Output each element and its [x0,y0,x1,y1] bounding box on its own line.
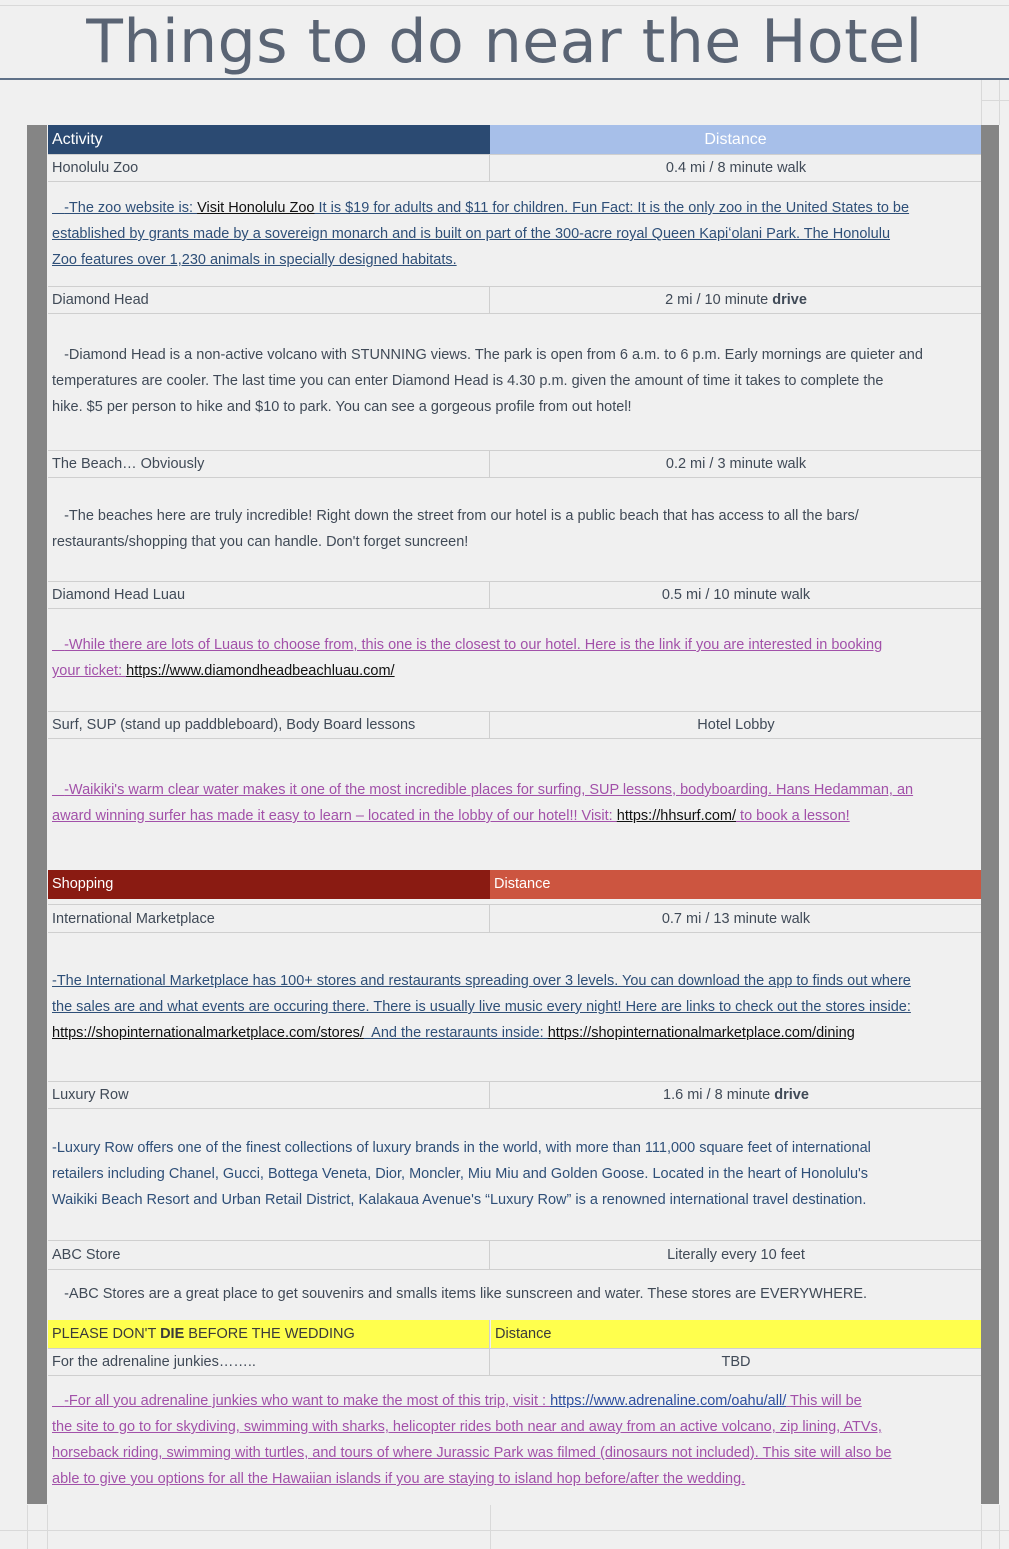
diamond-head-desc-text: -Diamond Head is a non-active volcano with STUNNING views. The park is open from 6 a.m. to 6 p.m. Early mornings are quieter and [64,347,923,363]
right-border-column [981,125,999,1504]
grid-line [999,1505,1000,1549]
surf-link[interactable]: https://hhsurf.com/ [616,808,737,824]
activity-name[interactable]: Diamond Head [48,287,490,313]
luxury-desc-text: retailers including Chanel, Gucci, Bottega Veneta, Dior, Moncler, Miu Miu and Golden Goose. Located in the heart of Honolulu's [52,1166,869,1182]
table-row [48,450,981,478]
activity-description[interactable] [48,503,981,555]
luxury-desc-text: Waikiki Beach Resort and Urban Retail District, Kalakaua Avenue's “Luxury Row” is a renowned international travel destination. [52,1192,867,1208]
zoo-website-link[interactable]: Visit Honolulu Zoo [197,200,315,216]
shop-name[interactable]: International Marketplace [48,905,490,932]
activity-distance[interactable]: Hotel Lobby [697,717,775,733]
activity-distance[interactable]: 0.4 mi / 8 minute walk [665,160,807,176]
zoo-desc-text: Zoo features over 1,230 animals in specially designed habitats. [52,252,457,268]
adrenaline-header-text: PLEASE DON'T [52,1326,161,1342]
adrenaline-name[interactable]: For the adrenaline junkies…….. [48,1349,490,1375]
adrenaline-distance-header[interactable]: Distance [491,1320,981,1348]
grid-line [981,100,1009,101]
table-row [48,904,981,933]
activity-description[interactable] [48,195,981,273]
shopping-distance-header[interactable]: Distance [490,870,981,899]
table-row [48,1348,981,1376]
table-row [48,581,981,609]
activity-description[interactable] [48,342,981,420]
adrenaline-header-row [48,1320,981,1348]
table-row [48,1240,981,1270]
grid-line [490,1505,491,1549]
luau-desc-text: your ticket: [52,663,127,679]
shopping-header-row [48,870,981,899]
distance-text: 1.6 mi / 8 minute [663,1087,775,1103]
distance-bold-text: drive [772,292,807,308]
adrenaline-desc-text: horseback riding, swimming with turtles, and tours of where Jurassic Park was filmed (dinosaurs not included). This site will also be [52,1445,892,1461]
abc-desc-text: -ABC Stores are a great place to get souvenirs and smalls items like sunscreen and water. These stores are EVERYWHERE. [64,1286,868,1302]
shop-description[interactable] [48,968,981,1046]
marketplace-desc-text: -The International Marketplace has 100+ stores and restaurants spreading over 3 levels. You can download the app to finds out where [52,973,911,989]
adrenaline-desc-text: -For all you adrenaline junkies who want to make the most of this trip, visit : [64,1393,551,1409]
activity-description[interactable] [48,632,981,684]
grid-line [47,1505,48,1549]
surf-desc-text: -Waikiki's warm clear water makes it one of the most incredible places for surfing, SUP lessons, bodyboarding. Hans Hedamman, an [64,782,914,798]
zoo-desc-text: It is $19 for adults and $11 for children. Fun Fact: It is the only zoo in the United States to be [314,200,910,216]
shop-description[interactable] [48,1135,981,1213]
marketplace-desc-text: And the restaraunts inside: [363,1025,548,1041]
left-border-column [27,125,47,1504]
page-title: Things to do near the Hotel [0,0,1009,80]
activity-name[interactable]: Honolulu Zoo [48,155,490,181]
activity-name[interactable]: Surf, SUP (stand up paddbleboard), Body Board lessons [48,712,490,738]
activity-header[interactable]: Activity [48,125,490,154]
shop-distance[interactable]: 0.7 mi / 13 minute walk [661,911,811,927]
table-row [48,286,981,314]
grid-line [981,1505,982,1549]
adrenaline-link[interactable]: https://www.adrenaline.com/oahu/all/ [550,1393,787,1409]
surf-desc-text: to book a lesson! [736,808,850,824]
adrenaline-header-bold: DIE [160,1326,185,1342]
marketplace-stores-link[interactable]: https://shopinternationalmarketplace.com/stores/ [52,1025,364,1041]
luxury-desc-text: -Luxury Row offers one of the finest collections of luxury brands in the world, with more than 111,000 square feet of international [52,1140,871,1156]
table-row [48,1081,981,1109]
grid-line [27,1505,28,1549]
adrenaline-desc-text: the site to go to for skydiving, swimming with sharks, helicopter rides both near and away from an active volcano, zip lining, ATVs, [52,1419,882,1435]
table-row [48,711,981,739]
grid-line [999,80,1000,125]
adrenaline-distance[interactable]: TBD [721,1354,751,1370]
distance-bold-text: drive [774,1087,809,1103]
activity-header-row [48,125,981,154]
activity-name[interactable]: Diamond Head Luau [48,582,490,608]
shop-name[interactable]: ABC Store [48,1241,490,1269]
shopping-header[interactable]: Shopping [48,870,490,899]
shop-distance[interactable] [491,1082,981,1108]
activity-distance[interactable] [491,287,981,313]
adrenaline-desc-text: This will be [786,1393,862,1409]
beach-desc-text: -The beaches here are truly incredible! Right down the street from our hotel is a public beach that has access to all the bars/ [64,508,859,524]
table-row [48,154,981,182]
activity-distance[interactable]: 0.2 mi / 3 minute walk [665,456,807,472]
surf-desc-text: award winning surfer has made it easy to learn – located in the lobby of our hotel!! Visit: [52,808,617,824]
diamond-head-desc-text: temperatures are cooler. The last time you can enter Diamond Head is 4.30 p.m. given the amount of time it takes to complete the [52,373,884,389]
grid-line [0,1530,1009,1531]
grid-line [981,80,982,125]
adrenaline-header-text: BEFORE THE WEDDING [184,1326,355,1342]
activity-description[interactable] [48,777,981,829]
diamond-head-desc-text: hike. $5 per person to hike and $10 to park. You can see a gorgeous profile from out hotel! [52,399,632,415]
luau-desc-text: -While there are lots of Luaus to choose from, this one is the closest to our hotel. Here is the link if you are interested in booking [64,637,883,653]
zoo-desc-text: -The zoo website is: [64,200,198,216]
activity-name[interactable]: The Beach… Obviously [48,451,490,477]
activity-distance-header[interactable]: Distance [490,125,981,154]
beach-desc-text: restaurants/shopping that you can handle. Don't forget suncreen! [52,534,469,550]
shop-name[interactable]: Luxury Row [48,1082,490,1108]
zoo-desc-text: established by grants made by a sovereign monarch and is built on part of the 300-acre royal Queen Kapiʻolani Park. The Honolulu [52,226,891,242]
marketplace-desc-text: the sales are and what events are occuring there. There is usually live music every night! Here are links to check out the stores inside: [52,999,911,1015]
distance-text: 2 mi / 10 minute [665,292,773,308]
marketplace-dining-link[interactable]: https://shopinternationalmarketplace.com/dining [547,1025,855,1041]
shop-description[interactable] [48,1281,981,1307]
activity-distance[interactable]: 0.5 mi / 10 minute walk [661,587,811,603]
shop-distance[interactable]: Literally every 10 feet [667,1247,805,1263]
adrenaline-desc-text: able to give you options for all the Hawaiian islands if you are staying to island hop before/after the wedding. [52,1471,746,1487]
luau-link[interactable]: https://www.diamondheadbeachluau.com/ [126,663,395,679]
adrenaline-description[interactable] [48,1388,981,1492]
adrenaline-header[interactable] [48,1320,490,1348]
